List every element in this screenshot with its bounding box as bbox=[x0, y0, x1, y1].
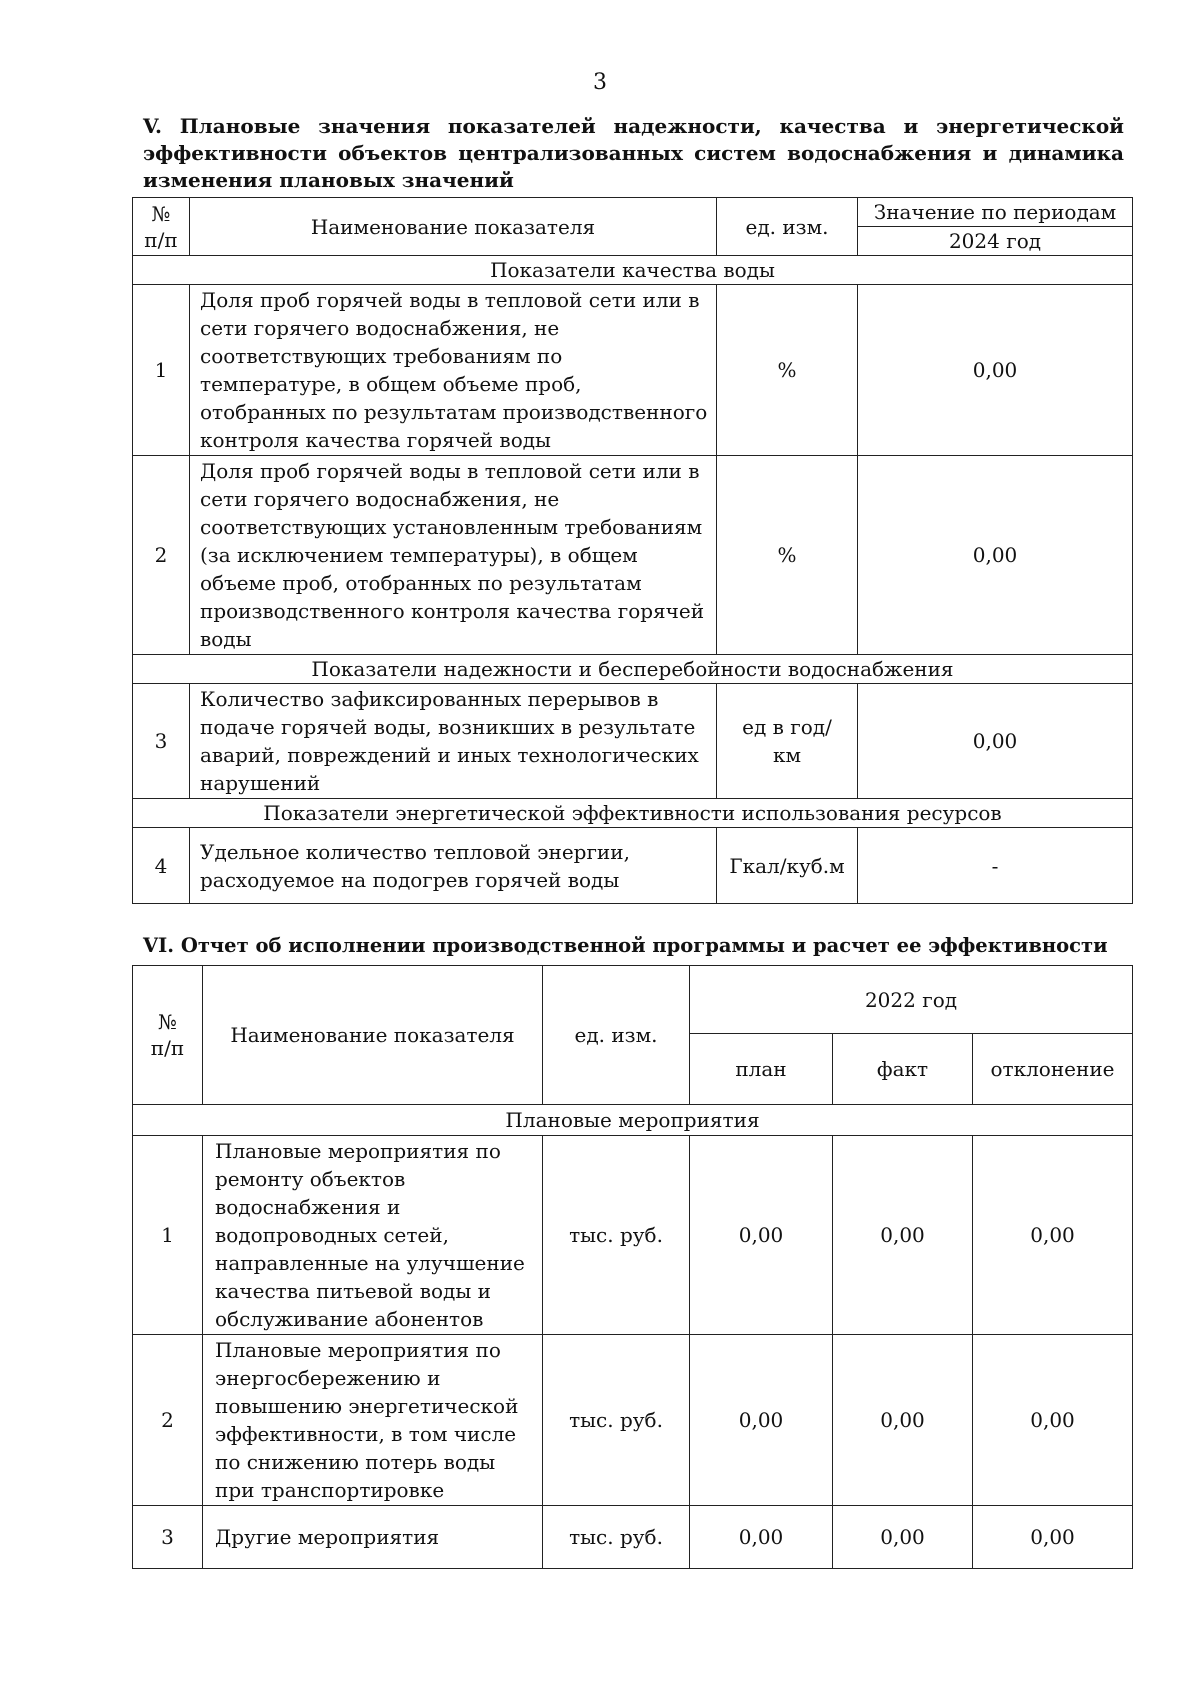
table-row bbox=[133, 828, 1133, 904]
row-plan: 0,00 bbox=[690, 1506, 833, 1569]
table-row bbox=[133, 1506, 1133, 1569]
section-6-heading: VI. Отчет об исполнении производственной программы и расчет ее эффективности bbox=[143, 934, 1108, 957]
row-value: - bbox=[858, 828, 1133, 904]
header-deviation: отклонение bbox=[973, 1034, 1133, 1105]
row-indicator-name: Другие мероприятия bbox=[203, 1506, 543, 1569]
row-indicator-name: Количество зафиксированных перерывов в подаче горячей воды, возникших в результате аварий, повреждений и иных технологических нарушений bbox=[190, 684, 717, 799]
row-number: 2 bbox=[133, 456, 190, 655]
table-row bbox=[133, 1136, 1133, 1335]
row-fact: 0,00 bbox=[833, 1136, 973, 1335]
row-fact: 0,00 bbox=[833, 1506, 973, 1569]
row-unit: % bbox=[717, 285, 858, 456]
header-year-2024: 2024 год bbox=[858, 227, 1133, 256]
row-indicator-name: Доля проб горячей воды в тепловой сети или в сети горячего водоснабжения, не соответствующих требованиям по температуре, в общем объеме проб, отобранных по результатам производственного контроля качества горячей воды bbox=[190, 285, 717, 456]
page-number: 3 bbox=[593, 70, 607, 95]
row-unit: тыс. руб. bbox=[543, 1506, 690, 1569]
row-unit: тыс. руб. bbox=[543, 1335, 690, 1506]
row-unit: тыс. руб. bbox=[543, 1136, 690, 1335]
row-number: 1 bbox=[133, 285, 190, 456]
row-value: 0,00 bbox=[858, 285, 1133, 456]
header-unit: ед. изм. bbox=[543, 966, 690, 1105]
group-reliability: Показатели надежности и бесперебойности водоснабжения bbox=[133, 655, 1133, 684]
table-row bbox=[133, 285, 1133, 456]
row-indicator-name: Доля проб горячей воды в тепловой сети или в сети горячего водоснабжения, не соответствующих установленным требованиям (за исключением температуры), в общем объеме проб, отобранных по результатам производственного контроля качества горячей воды bbox=[190, 456, 717, 655]
row-unit: Гкал/куб.м bbox=[717, 828, 858, 904]
header-fact: факт bbox=[833, 1034, 973, 1105]
row-indicator-name: Плановые мероприятия по ремонту объектов водоснабжения и водопроводных сетей, направленные на улучшение качества питьевой воды и обслуживание абонентов bbox=[203, 1136, 543, 1335]
row-number: 2 bbox=[133, 1335, 203, 1506]
planned-indicators-table bbox=[132, 197, 1133, 904]
table-row bbox=[133, 684, 1133, 799]
group-water-quality: Показатели качества воды bbox=[133, 256, 1133, 285]
header-indicator-name: Наименование показателя bbox=[203, 966, 543, 1105]
section-5-heading: V. Плановые значения показателей надежности, качества и энергетической эффективности объектов централизованных систем водоснабжения и динамика изменения плановых значений bbox=[143, 114, 1124, 192]
header-unit: ед. изм. bbox=[717, 198, 858, 256]
table-row bbox=[133, 456, 1133, 655]
header-number: № п/п bbox=[133, 966, 203, 1105]
header-indicator-name: Наименование показателя bbox=[190, 198, 717, 256]
row-plan: 0,00 bbox=[690, 1136, 833, 1335]
header-number: № п/п bbox=[133, 198, 190, 256]
row-deviation: 0,00 bbox=[973, 1506, 1133, 1569]
row-number: 1 bbox=[133, 1136, 203, 1335]
header-year-2022: 2022 год bbox=[690, 966, 1133, 1034]
row-fact: 0,00 bbox=[833, 1335, 973, 1506]
row-indicator-name: Плановые мероприятия по энергосбережению и повышению энергетической эффективности, в том числе по снижению потерь воды при транспортировке bbox=[203, 1335, 543, 1506]
row-deviation: 0,00 bbox=[973, 1136, 1133, 1335]
row-deviation: 0,00 bbox=[973, 1335, 1133, 1506]
header-plan: план bbox=[690, 1034, 833, 1105]
row-number: 3 bbox=[133, 684, 190, 799]
row-indicator-name: Удельное количество тепловой энергии, расходуемое на подогрев горячей воды bbox=[190, 828, 717, 904]
row-number: 3 bbox=[133, 1506, 203, 1569]
row-number: 4 bbox=[133, 828, 190, 904]
group-energy-efficiency: Показатели энергетической эффективности использования ресурсов bbox=[133, 799, 1133, 828]
row-unit: ед в год/ км bbox=[717, 684, 858, 799]
row-plan: 0,00 bbox=[690, 1335, 833, 1506]
table-row bbox=[133, 1335, 1133, 1506]
group-planned-measures: Плановые мероприятия bbox=[133, 1105, 1133, 1136]
row-value: 0,00 bbox=[858, 684, 1133, 799]
program-execution-table bbox=[132, 965, 1133, 1569]
row-unit: % bbox=[717, 456, 858, 655]
row-value: 0,00 bbox=[858, 456, 1133, 655]
header-period-values: Значение по периодам bbox=[858, 198, 1133, 227]
